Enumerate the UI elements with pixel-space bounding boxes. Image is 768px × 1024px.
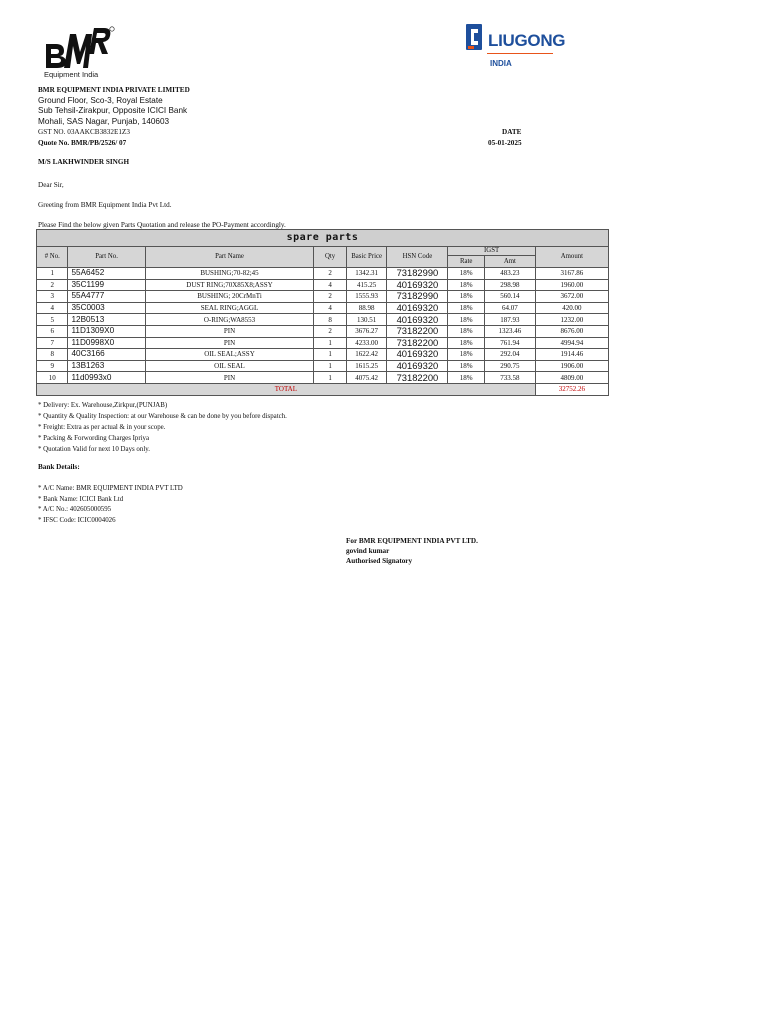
row-sno: 7 <box>37 337 68 349</box>
table-row <box>37 314 609 326</box>
row-qty: 4 <box>314 302 347 314</box>
row-igst-amt: 483.23 <box>484 268 535 280</box>
row-hsn: 40169320 <box>387 302 448 314</box>
row-sno: 9 <box>37 360 68 372</box>
row-part-no: 11D1309X0 <box>68 325 145 337</box>
row-hsn: 40169320 <box>387 360 448 372</box>
row-basic-price: 415.25 <box>346 279 387 291</box>
row-part-name: OIL SEAL <box>145 360 314 372</box>
term-line: * Quotation Valid for next 10 Days only. <box>38 446 150 453</box>
row-part-name: PIN <box>145 372 314 384</box>
row-part-name: OIL SEAL;ASSY <box>145 349 314 361</box>
logo-subtitle: Equipment India <box>44 70 99 79</box>
row-basic-price: 88.98 <box>346 302 387 314</box>
row-sno: 2 <box>37 279 68 291</box>
signatory-name: govind kumar <box>346 547 390 555</box>
row-hsn: 73182990 <box>387 268 448 280</box>
row-rate: 18% <box>448 291 485 303</box>
row-amount: 420.00 <box>535 302 608 314</box>
header-amt: Amt <box>484 256 535 268</box>
row-sno: 4 <box>37 302 68 314</box>
term-line: * Delivery: Ex. Warehouse,Zirkpur,(PUNJAB) <box>38 402 168 409</box>
row-amount: 4994.94 <box>535 337 608 349</box>
table-row <box>37 337 609 349</box>
row-basic-price: 4233.00 <box>346 337 387 349</box>
table-row <box>37 268 609 280</box>
row-qty: 1 <box>314 349 347 361</box>
row-part-no: 40C3166 <box>68 349 145 361</box>
row-sno: 1 <box>37 268 68 280</box>
row-qty: 2 <box>314 291 347 303</box>
row-hsn: 40169320 <box>387 279 448 291</box>
row-igst-amt: 733.58 <box>484 372 535 384</box>
intro-text: Please Find the below given Parts Quotation and release the PO-Payment accordingly. <box>38 221 286 229</box>
row-part-name: O-RING;WA8553 <box>145 314 314 326</box>
row-igst-amt: 64.07 <box>484 302 535 314</box>
row-igst-amt: 298.98 <box>484 279 535 291</box>
header-igst: IGST <box>448 247 535 256</box>
header-hsn: HSN Code <box>387 247 448 268</box>
quote-number: Quote No. BMR/PB/2526/ 07 <box>38 139 127 147</box>
row-hsn: 73182200 <box>387 337 448 349</box>
row-igst-amt: 761.94 <box>484 337 535 349</box>
row-igst-amt: 560.14 <box>484 291 535 303</box>
row-amount: 4809.00 <box>535 372 608 384</box>
row-qty: 2 <box>314 325 347 337</box>
header-amount: Amount <box>535 247 608 268</box>
table-row <box>37 325 609 337</box>
bank-heading: Bank Details: <box>38 463 80 471</box>
header-basic-price: Basic Price <box>346 247 387 268</box>
table-row <box>37 349 609 361</box>
total-value: 32752.26 <box>535 383 608 395</box>
table-row <box>37 372 609 384</box>
row-part-name: PIN <box>145 337 314 349</box>
date-value: 05-01-2025 <box>488 139 522 147</box>
row-igst-amt: 290.75 <box>484 360 535 372</box>
row-igst-amt: 292.04 <box>484 349 535 361</box>
row-qty: 1 <box>314 337 347 349</box>
row-sno: 3 <box>37 291 68 303</box>
salutation: Dear Sir, <box>38 181 64 189</box>
row-part-name: SEAL RING;AGGL <box>145 302 314 314</box>
row-part-no: 35C1199 <box>68 279 145 291</box>
table-row <box>37 302 609 314</box>
row-rate: 18% <box>448 314 485 326</box>
term-line: * Freight: Extra as per actual & in your scope. <box>38 424 166 431</box>
brand-name: LIUGONG <box>488 31 566 50</box>
row-rate: 18% <box>448 268 485 280</box>
row-amount: 3167.86 <box>535 268 608 280</box>
row-part-name: BUSHING; 20CrMnTi <box>145 291 314 303</box>
row-part-no: 12B0513 <box>68 314 145 326</box>
signatory-title: Authorised Signatory <box>346 557 413 565</box>
row-rate: 18% <box>448 279 485 291</box>
row-sno: 5 <box>37 314 68 326</box>
row-part-no: 55A4777 <box>68 291 145 303</box>
row-part-no: 13B1263 <box>68 360 145 372</box>
address-line-1: Ground Floor, Sco-3, Royal Estate <box>38 96 163 105</box>
row-basic-price: 130.51 <box>346 314 387 326</box>
row-sno: 10 <box>37 372 68 384</box>
bank-line: * A/C Name: BMR EQUIPMENT INDIA PVT LTD <box>38 485 183 492</box>
header-sno: # No. <box>37 247 68 268</box>
row-hsn: 73182990 <box>387 291 448 303</box>
row-part-name: PIN <box>145 325 314 337</box>
row-amount: 1960.00 <box>535 279 608 291</box>
row-part-no: 55A6452 <box>68 268 145 280</box>
row-basic-price: 3676.27 <box>346 325 387 337</box>
row-basic-price: 1342.31 <box>346 268 387 280</box>
row-basic-price: 1555.93 <box>346 291 387 303</box>
row-hsn: 73182200 <box>387 325 448 337</box>
bank-line: * IFSC Code: ICIC0004026 <box>38 517 116 524</box>
row-rate: 18% <box>448 337 485 349</box>
row-amount: 3672.00 <box>535 291 608 303</box>
row-part-name: BUSHING;70-82;45 <box>145 268 314 280</box>
term-line: * Quantity & Quality Inspection: at our Warehouse & can be done by you before dispatch. <box>38 413 287 420</box>
row-rate: 18% <box>448 325 485 337</box>
row-sno: 8 <box>37 349 68 361</box>
gst-number: GST NO. 03AAKCB3832E1Z3 <box>38 128 130 136</box>
row-qty: 1 <box>314 372 347 384</box>
row-rate: 18% <box>448 360 485 372</box>
row-amount: 1232.00 <box>535 314 608 326</box>
row-qty: 2 <box>314 268 347 280</box>
table-row <box>37 279 609 291</box>
header-rate: Rate <box>448 256 485 268</box>
address-line-3: Mohali, SAS Nagar, Punjab, 140603 <box>38 117 170 126</box>
row-part-no: 35C0003 <box>68 302 145 314</box>
table-row <box>37 291 609 303</box>
row-part-no: 11d0993x0 <box>68 372 145 384</box>
brand-underline <box>487 53 553 54</box>
company-name: BMR EQUIPMENT INDIA PRIVATE LIMITED <box>38 86 190 94</box>
row-rate: 18% <box>448 372 485 384</box>
row-part-no: 11D0998X0 <box>68 337 145 349</box>
row-hsn: 40169320 <box>387 349 448 361</box>
row-rate: 18% <box>448 349 485 361</box>
header-part-no: Part No. <box>68 247 145 268</box>
table-title: spare parts <box>37 230 609 247</box>
total-label: TOTAL <box>37 383 536 395</box>
row-basic-price: 1615.25 <box>346 360 387 372</box>
date-label: DATE <box>502 128 522 136</box>
bank-line: * A/C No.: 402605000595 <box>38 506 112 513</box>
recipient: M/S LAKHWINDER SINGH <box>38 158 130 166</box>
row-sno: 6 <box>37 325 68 337</box>
row-qty: 1 <box>314 360 347 372</box>
header-qty: Qty <box>314 247 347 268</box>
row-part-name: DUST RING;70X85X8;ASSY <box>145 279 314 291</box>
row-igst-amt: 1323.46 <box>484 325 535 337</box>
row-amount: 1906.00 <box>535 360 608 372</box>
term-line: * Packing & Forwording Charges Ipriya <box>38 435 150 442</box>
greeting: Greeting from BMR Equipment India Pvt Ltd. <box>38 201 172 209</box>
row-hsn: 40169320 <box>387 314 448 326</box>
quotation-table <box>36 229 609 396</box>
signature-for: For BMR EQUIPMENT INDIA PVT LTD. <box>346 537 478 545</box>
header-part-name: Part Name <box>145 247 314 268</box>
bank-line: * Bank Name: ICICI Bank Ltd <box>38 496 124 503</box>
row-amount: 1914.46 <box>535 349 608 361</box>
brand-sub: INDIA <box>490 59 512 68</box>
row-qty: 8 <box>314 314 347 326</box>
table-row <box>37 360 609 372</box>
row-basic-price: 1622.42 <box>346 349 387 361</box>
row-qty: 4 <box>314 279 347 291</box>
address-line-2: Sub Tehsil-Zirakpur, Opposite ICICI Bank <box>38 106 188 115</box>
row-rate: 18% <box>448 302 485 314</box>
row-amount: 8676.00 <box>535 325 608 337</box>
row-hsn: 73182200 <box>387 372 448 384</box>
row-igst-amt: 187.93 <box>484 314 535 326</box>
row-basic-price: 4075.42 <box>346 372 387 384</box>
